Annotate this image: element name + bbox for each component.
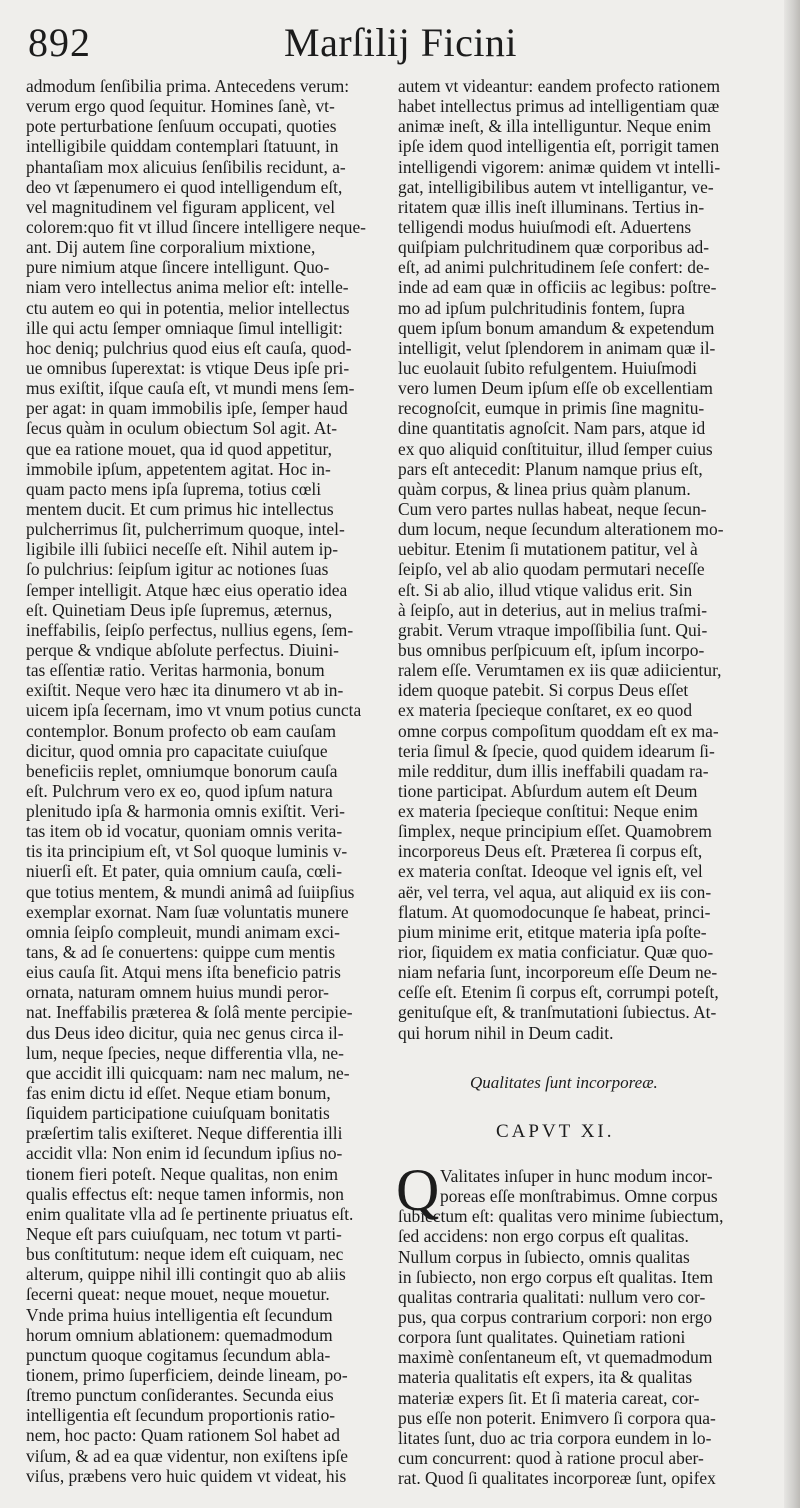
chapter-heading: CAPVT XI. — [496, 1121, 615, 1142]
text-line: que totius mentem, & mundi animâ ad ſuiipſius — [26, 881, 355, 902]
text-line: ſiquidem participatione cuiuſquam bonitatis — [26, 1103, 330, 1124]
text-line: quiſpiam pulchritudinem quæ corporibus ad- — [398, 237, 710, 258]
text-line: flatum. At quomodocunque ſe habeat, princi- — [398, 901, 711, 922]
text-line: Neque eſt pars cuiuſquam, nec totum vt parti- — [26, 1224, 342, 1245]
text-line: niam nefaria ſunt, incorporeum eſſe Deum ne- — [398, 962, 718, 983]
text-line: ille qui actu ſemper omniaque ſimul intelligit: — [26, 317, 343, 338]
text-line: nem, hoc pacto: Quam rationem Sol habet ad — [26, 1425, 340, 1446]
left-column — [26, 76, 380, 1486]
text-line: contemplor. Bonum profecto ob eam cauſam — [26, 720, 337, 741]
text-line: niuerſi eſt. Et pater, quia omnium cauſa, cœli- — [26, 861, 343, 882]
page-header — [22, 18, 782, 70]
text-line: ſecerni queat: neque mouet, neque mouetur. — [26, 1284, 330, 1305]
text-line: habet intellectus primus ad intelligentiam quæ — [398, 96, 720, 117]
text-line: pars eſt antecedit: Planum namque prius eſt, — [398, 458, 703, 479]
text-line: ant. Dij autem ſine corporalium mixtione, — [26, 237, 316, 258]
text-line: per agat: in quam immobilis ipſe, ſemper haud — [26, 398, 348, 419]
text-line: mo ad ipſum pulchritudinis fontem, ſupra — [398, 297, 685, 318]
text-line: genituſque eſt, & tranſmutationi ſubiectus. At- — [398, 1002, 717, 1023]
text-line: eſt, ad animi pulchritudinem ſeſe confert: de- — [398, 257, 710, 278]
text-line: idem quoque patebit. Si corpus Deus eſſet — [398, 680, 689, 701]
text-line: recognoſcit, eumque in primis ſine magnitu- — [398, 398, 705, 419]
text-line: ſubiectum eſt: qualitas vero minime ſubiectum, — [398, 1206, 724, 1227]
text-line: niam vero intellectus anima melior eſt: intelle- — [26, 277, 349, 298]
text-line: à ſeipſo, aut in deterius, aut in melius traſmi- — [398, 599, 708, 620]
text-line: que accidit illi quicquam: nam nec malum, ne- — [26, 1062, 350, 1083]
text-line: ex quo aliquid conſtituitur, illud ſemper cuius — [398, 438, 713, 459]
text-line: dicitur, quod omnia pro capacitate cuiuſque — [26, 740, 328, 761]
text-line: Vnde prima huius intelligentia eſt ſecundum — [26, 1304, 333, 1325]
text-line: vero lumen Deum ipſum eſſe ob excellentiam — [398, 378, 713, 399]
text-line: uicem ipſa ſecernam, imo vt vnum potius cuncta — [26, 700, 362, 721]
text-line: enim qualitate vlla ad ſe pertinente priuatus eſt. — [26, 1203, 354, 1224]
text-line: rior, ſiquidem ex matia conficiatur. Quæ quo- — [398, 942, 714, 963]
text-line: tis ita principium eſt, vt Sol quoque luminis v- — [26, 841, 348, 862]
text-line: exemplar exornat. Nam ſuæ voluntatis munere — [26, 901, 349, 922]
text-line: cum concurrent: quod à ratione procul aber- — [398, 1447, 704, 1468]
text-line: mus exiſtit, iſque cauſa eſt, vt mundi mens ſem- — [26, 378, 355, 399]
text-line: eſt. Pulchrum vero ex eo, quod ipſum natura — [26, 780, 333, 801]
text-line: autem vt videantur: eandem profecto rationem — [398, 76, 721, 96]
chapter-rubric: Qualitates ſunt incorporeæ. — [470, 1073, 658, 1092]
text-line: tas item ob id vocatur, quoniam omnis verita- — [26, 821, 343, 842]
text-line: punctum quoque cogitamus ſecundum abla- — [26, 1344, 331, 1365]
text-line: maximè conſentaneum eſt, vt quemadmodum — [398, 1347, 713, 1368]
text-line: poreas eſſe monſtrabimus. Omne corpus — [440, 1186, 718, 1207]
text-line: ritatem quæ illis ineſt illuminans. Tertius in- — [398, 196, 705, 217]
text-line: ſimplex, neque principium eſſet. Quamobrem — [398, 821, 712, 842]
text-line: eſt. Si ab alio, illud vtique validus erit. Sin — [398, 579, 693, 600]
text-line: Nullum corpus in ſubiecto, omnis qualitas — [398, 1246, 690, 1267]
text-line: animæ ineſt, & illa intelliguntur. Neque enim — [398, 116, 711, 137]
text-line: exiſtit. Neque vero hæc ita dinumero vt ab in- — [26, 680, 344, 701]
text-line: pus, qua corpus contrarium corpori: non ergo — [398, 1306, 713, 1327]
text-line: ceſſe eſt. Etenim ſi corpus eſt, corrumpi poteſt, — [398, 982, 719, 1003]
text-line: dine quantitatis agnoſcit. Nam pars, atque id — [398, 418, 706, 439]
text-line: eius cauſa ſit. Atqui mens iſta beneficio patris — [26, 962, 341, 983]
text-line: admodum ſenſibilia prima. Antecedens verum: — [26, 76, 350, 96]
text-line: præſertim talis exiſteret. Neque differentia illi — [26, 1123, 343, 1144]
text-line: intelligentia eſt ſecundum proportionis ratio- — [26, 1405, 336, 1426]
text-line: ex materia conſtat. Ideoque vel ignis eſt, vel — [398, 861, 703, 882]
text-line: qui horum nihil in Deum cadit. — [398, 1022, 614, 1043]
text-line: materia qualitatis eſt expers, ita & qualitas — [398, 1367, 693, 1388]
text-line: tione participat. Abſurdum autem eſt Deum — [398, 780, 698, 801]
text-line: pure nimium atque ſincere intelligunt. Quo- — [26, 257, 330, 278]
text-line: ex materia ſpecieque conſtaret, ex eo quod — [398, 700, 693, 721]
text-line: litates ſunt, duo ac tria corpora eundem in lo- — [398, 1427, 712, 1448]
text-line: verum ergo quod ſequitur. Homines ſanè, vt- — [26, 96, 335, 117]
text-line: horum omnium ablationem: quemadmodum — [26, 1324, 333, 1345]
page-edge-shadow — [784, 0, 800, 1508]
text-line: ſecus quàm in oculum obiectum Sol agit. At- — [26, 418, 338, 439]
text-line: qualitas contraria qualitati: nullum vero cor- — [398, 1286, 706, 1307]
text-line: alterum, quippe nihil illi contingit quo ab aliis — [26, 1264, 346, 1285]
text-line: deo vt ſæpenumero ei quod intelligendum eſt, — [26, 176, 343, 197]
text-line: telligendi modus huiuſmodi eſt. Aduertens — [398, 216, 692, 237]
text-line: dus Deus ideo dicitur, quia nec genus circa il- — [26, 1022, 344, 1043]
text-line: intelligendi vigorem: animæ quidem vt intelli- — [398, 156, 721, 177]
text-line: tionem fieri poteſt. Neque qualitas, non enim — [26, 1163, 338, 1184]
text-line: dum locum, neque ſecundum alterationem mo- — [398, 519, 724, 540]
text-line: ſo pulchrius: ſeipſum igitur ac notiones ſuas — [26, 559, 329, 580]
running-head: Marſilij Ficini — [284, 20, 518, 65]
chapter-text — [398, 1166, 764, 1488]
text-line: mentem ducit. Et cum primus hic intellectus — [26, 498, 334, 519]
text-line: pote perturbatione ſenſuum occupati, quoties — [26, 116, 337, 137]
text-line: beneficiis replet, omniumque bonorum cauſa — [26, 760, 338, 781]
text-line: ſed accidens: non ergo corpus eſt qualitas. — [398, 1226, 689, 1247]
text-line: aër, vel terra, vel aqua, aut aliquid ex iis con- — [398, 881, 712, 902]
text-line: ſtremo punctum conſiderantes. Secunda eius — [26, 1385, 334, 1406]
text-line: quam pacto mens ipſa ſuprema, totius cœli — [26, 478, 322, 499]
text-line: ſeipſo, vel ab alio quodam permutari neceſſe — [398, 559, 705, 580]
text-line: omnia ſeipſo compleuit, mundi animam exci- — [26, 921, 340, 942]
text-line: viſus, præbens vero huic quidem vt videat, his — [26, 1465, 347, 1486]
text-line: pulcherrimus ſit, pulcherrimum quoque, intel- — [26, 519, 345, 540]
page-number: 892 — [28, 20, 91, 65]
text-line: ineffabilis, ſeipſo perfectus, nullius egens, ſem- — [26, 619, 354, 640]
text-line: vel magnitudinem vel figuram applicent, vel — [26, 196, 336, 217]
text-line: intelligit, velut ſplendorem in animam quæ il- — [398, 337, 716, 358]
text-line: colorem:quo fit vt illud ſincere intelligere neque- — [26, 216, 366, 237]
text-line: corpora ſunt qualitates. Quinetiam rationi — [398, 1327, 686, 1348]
text-line: fas enim dictu id eſſet. Neque etiam bonum, — [26, 1083, 331, 1104]
text-line: tans, & ad ſe conuertens: quippe cum mentis — [26, 942, 336, 963]
text-line: rat. Quod ſi qualitates incorporeæ ſunt, opifex — [398, 1468, 716, 1489]
text-line: luc euolauit ſubito refulgentem. Huiuſmodi — [398, 357, 697, 378]
text-line: plenitudo ipſa & harmonia omnis exiſtit. Veri- — [26, 801, 345, 822]
text-line: bus conſtitutum: neque idem eſt cuiquam, nec — [26, 1244, 344, 1265]
text-line: gat, intelligibilibus autem vt intelligantur, ve- — [398, 176, 714, 197]
text-line: immobile ipſum, appetentem agitat. Hoc in- — [26, 458, 331, 479]
text-line: in ſubiecto, non ergo corpus eſt qualitas. Item — [398, 1266, 714, 1287]
text-line: tas eſſentiæ ratio. Veritas harmonia, bonum — [26, 660, 325, 681]
text-line: ralem eſſe. Verumtamen ex iis quæ adiicientur, — [398, 660, 722, 681]
text-line: materiæ expers ſit. Et ſi materia careat, cor- — [398, 1387, 700, 1408]
text-line: grabit. Verum vtraque impoſſibilia ſunt. Qui- — [398, 619, 708, 640]
text-line: tionem, primo ſuperficiem, deinde lineam, po- — [26, 1365, 348, 1385]
text-line: quàm corpus, & linea prius quàm planum. — [398, 478, 691, 499]
text-line: incorporeus Deus eſt. Præterea ſi corpus eſt, — [398, 841, 703, 862]
text-line: nat. Ineffabilis præterea & ſolâ mente percipie- — [26, 1002, 353, 1023]
drop-capital: Q — [396, 1157, 440, 1223]
text-line: inde ad eam quæ in officiis ac legibus: poſtre- — [398, 277, 717, 298]
text-line: phantaſiam mox alicuius ſenſibilis recidunt, a- — [26, 156, 346, 177]
text-line: lum, neque ſpecies, neque differentia vlla, ne- — [26, 1042, 344, 1063]
text-line: mile redditur, dum illis ineffabili quadam ra- — [398, 760, 709, 781]
text-line: ex materia ſpecieque conſtitui: Neque enim — [398, 801, 698, 822]
text-line: pus eſſe non poterit. Enimvero ſi corpora qua- — [398, 1407, 716, 1428]
text-line: bus omnibus perſpicuum eſt, ipſum incorpo- — [398, 639, 705, 660]
text-line: ue omnibus ſuperextat: is vtique Deus ipſe pri- — [26, 357, 350, 378]
text-line: intelligibile quiddam contemplari ſtatuunt, in — [26, 136, 339, 157]
text-line: hoc deniq; pulchrius quod eius eſt cauſa, quod- — [26, 337, 352, 358]
text-line: perque & vndique abſolute perfectus. Diuini- — [26, 639, 339, 660]
text-line: pium minime erit, etitque materia ipſa poſte- — [398, 921, 707, 942]
text-line: uebitur. Etenim ſi mutationem patitur, vel à — [398, 539, 698, 560]
right-column — [398, 76, 764, 1043]
text-line: que ea ratione mouet, qua id quod appetitur, — [26, 438, 332, 459]
text-line: qualis effectus eſt: neque tamen informis, non — [26, 1183, 344, 1204]
text-line: accidit vlla: Non enim id ſecundum ipſius no- — [26, 1143, 343, 1164]
text-line: viſum, & ad ea quæ videntur, non exiſtens ipſe — [26, 1445, 348, 1466]
text-line: Valitates inſuper in hunc modum incor- — [440, 1166, 713, 1186]
text-line: ſemper intelligit. Atque hæc eius operatio idea — [26, 579, 348, 600]
text-line: ornata, naturam omnem huius mundi peror- — [26, 982, 329, 1003]
text-line: quem ipſum bonum amandum & expetendum — [398, 317, 715, 338]
text-line: ipſe idem quod intelligentia eſt, porrigit tamen — [398, 136, 720, 157]
text-line: eſt. Quinetiam Deus ipſe ſupremus, æternus, — [26, 599, 333, 620]
text-line: teria ſimul & ſpecie, quod quidem idearum ſi- — [398, 740, 715, 761]
text-line: ctu autem eo qui in potentia, melior intellectus — [26, 297, 350, 318]
text-line: omne corpus compoſitum quoddam eſt ex ma- — [398, 720, 719, 741]
text-line: Cum vero partes nullas habeat, neque ſecun- — [398, 498, 707, 519]
text-line: ligibile illi ſubiici neceſſe eſt. Nihil autem ip- — [26, 539, 338, 560]
